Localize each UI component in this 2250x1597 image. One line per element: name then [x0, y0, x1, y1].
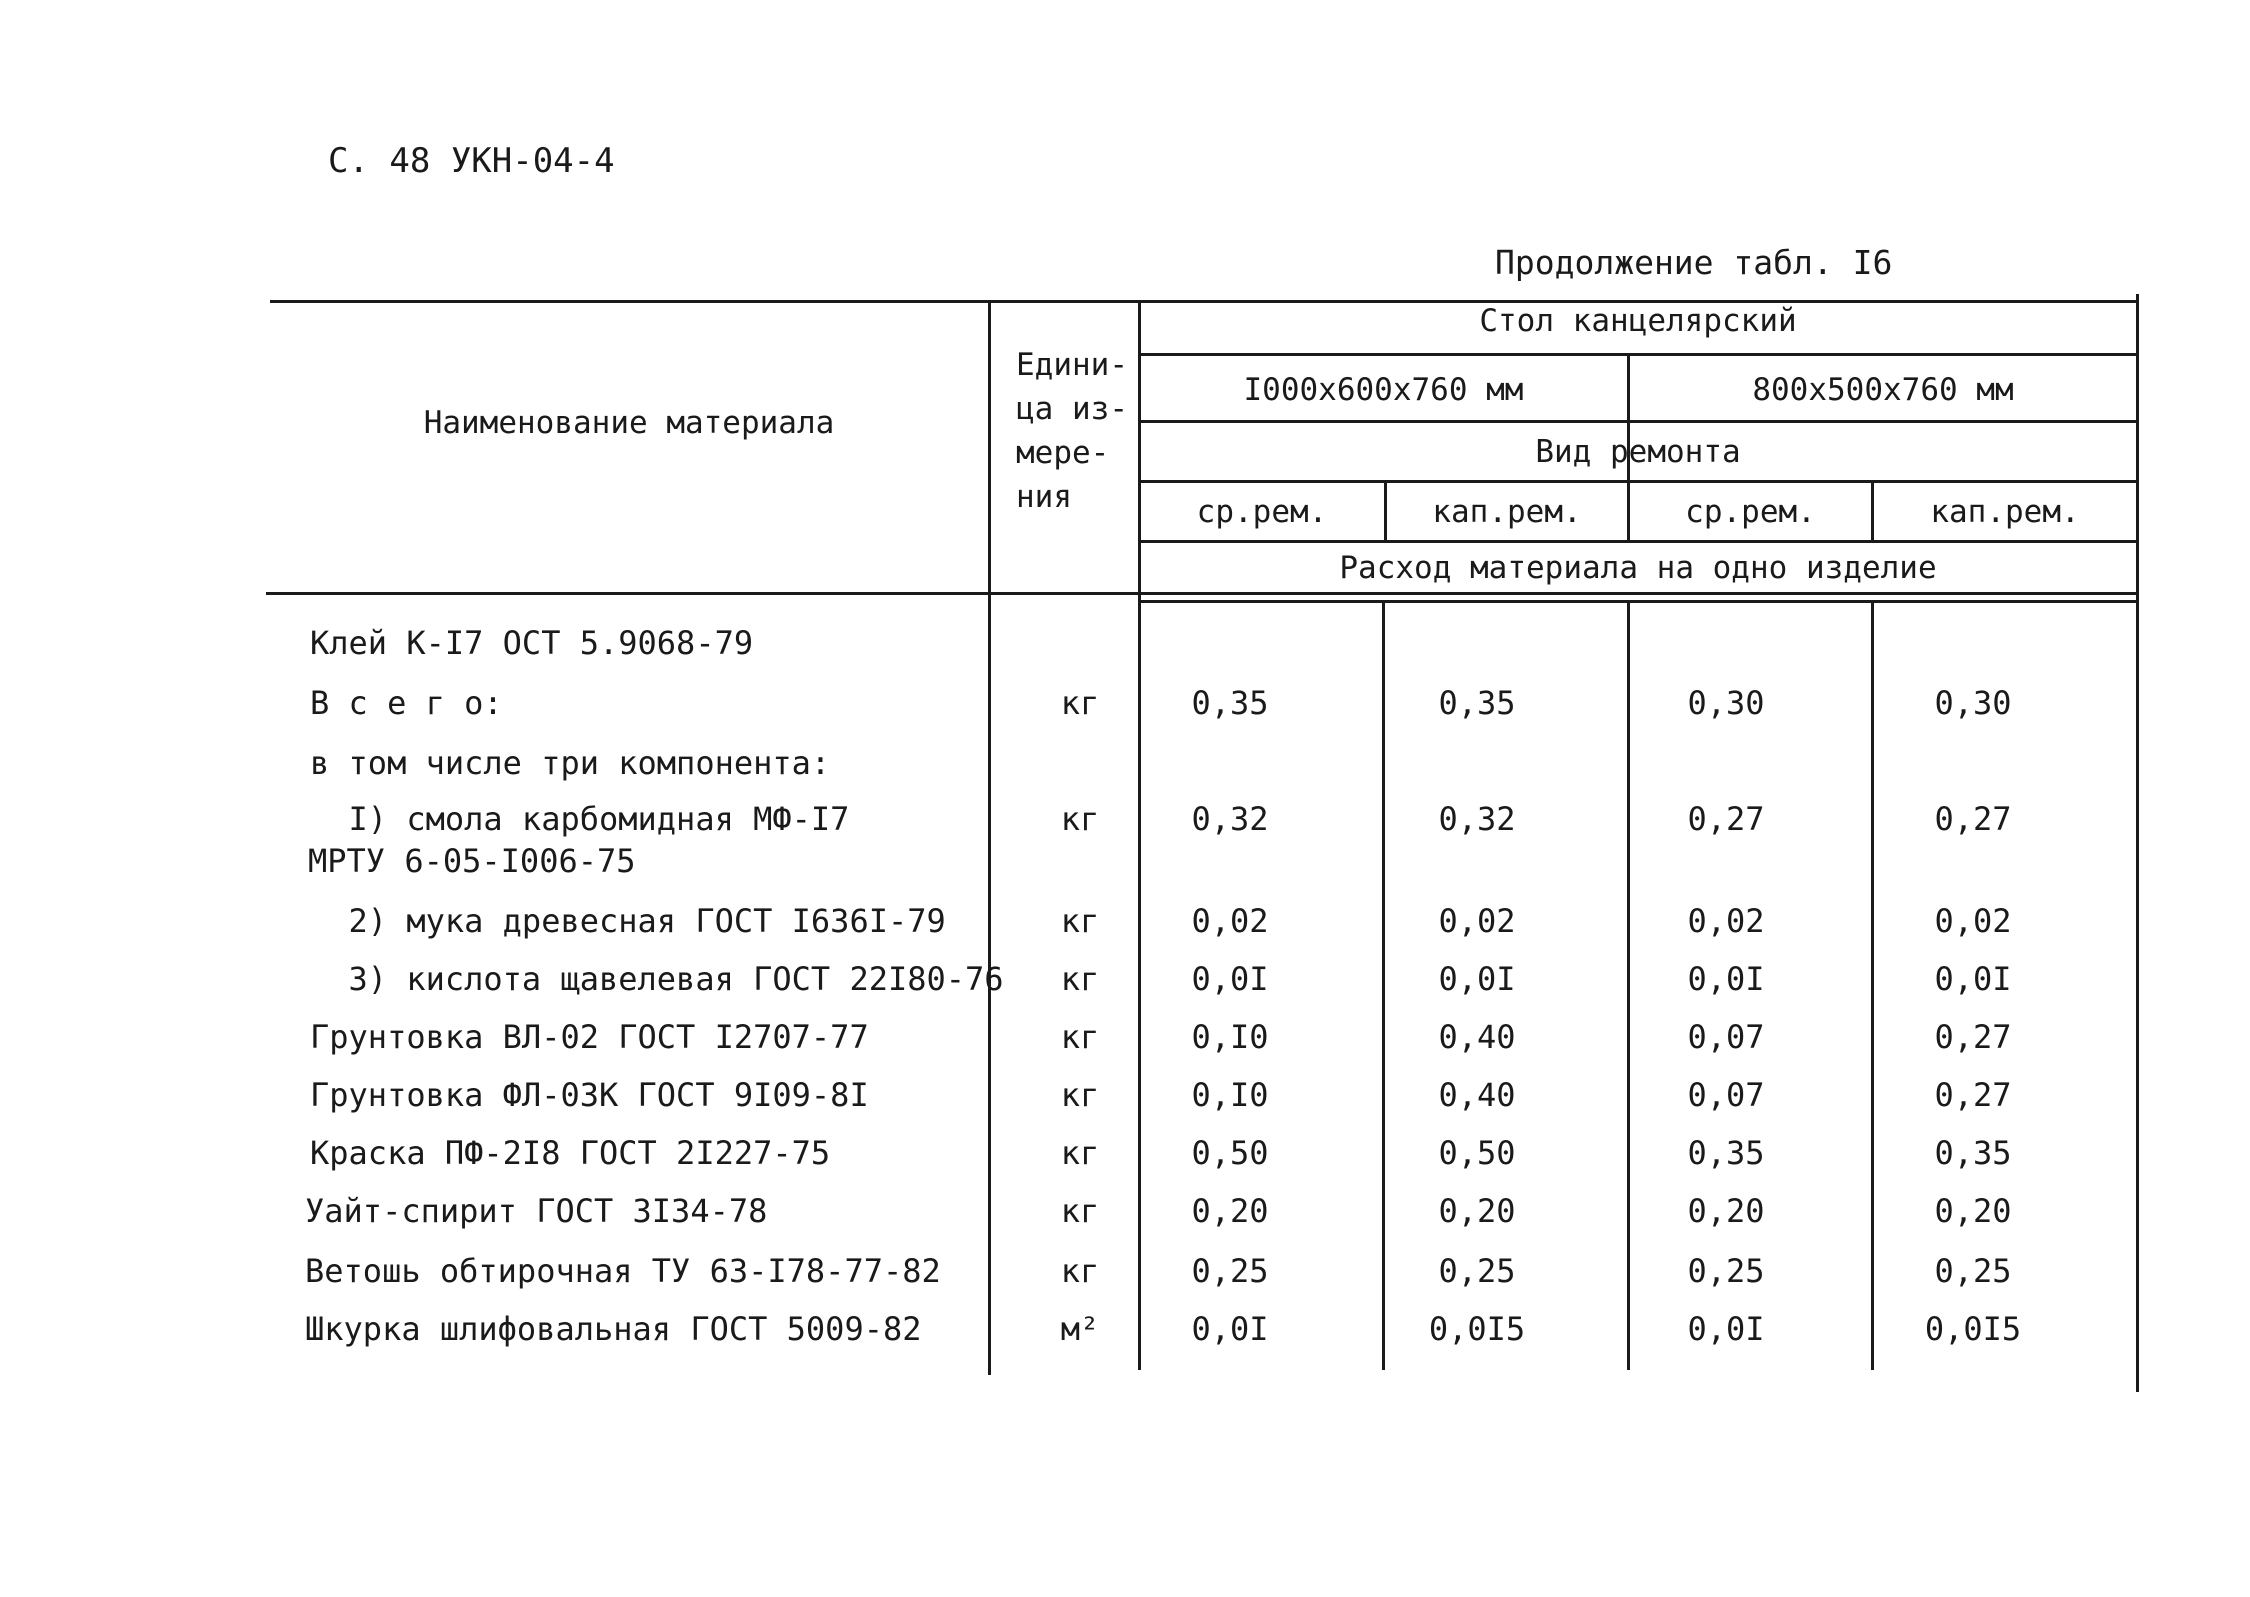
unit: кг	[1060, 1252, 1100, 1290]
value-cell: 0,27	[1687, 800, 1765, 838]
table-row	[0, 624, 2250, 664]
material-name: I) смола карбомидная МФ-I7	[310, 800, 850, 838]
group-header-office-desk: Стол канцелярский	[1479, 303, 1797, 339]
value-cell: 0,35	[1687, 1134, 1765, 1172]
material-name: Грунтовка ВЛ-02 ГОСТ I2707-77	[310, 1018, 869, 1056]
unit: кг	[1060, 1134, 1100, 1172]
value-cell: 0,0I5	[1428, 1310, 1526, 1348]
unit: м²	[1060, 1310, 1100, 1348]
unit: кг	[1060, 1018, 1100, 1056]
material-name: Уайт-спирит ГОСТ 3I34-78	[305, 1192, 768, 1230]
value-cell: 0,25	[1438, 1252, 1516, 1290]
table-row	[0, 800, 2250, 884]
table-row	[0, 1310, 2250, 1350]
page-header: С. 48 УКН-04-4	[328, 141, 615, 181]
value-cell: 0,0I	[1687, 1310, 1765, 1348]
value-cell: 0,25	[1687, 1252, 1765, 1290]
unit: кг	[1060, 684, 1100, 722]
value-cell: 0,0I	[1191, 960, 1269, 998]
value-cell: 0,0I	[1687, 960, 1765, 998]
consumption-header: Расход материала на одно изделие	[1339, 550, 1937, 586]
unit-header-line: мере-	[1016, 435, 1110, 471]
value-cell: 0,20	[1934, 1192, 2012, 1230]
value-cell: 0,27	[1934, 800, 2012, 838]
column-header-material-name: Наименование материала	[423, 405, 835, 441]
unit: кг	[1060, 800, 1100, 838]
value-cell: 0,02	[1191, 902, 1269, 940]
value-cell: 0,20	[1191, 1192, 1269, 1230]
value-cell: 0,0I	[1191, 1310, 1269, 1348]
value-cell: 0,30	[1934, 684, 2012, 722]
value-cell: 0,30	[1687, 684, 1765, 722]
value-cell: 0,35	[1438, 684, 1516, 722]
table-row	[0, 1192, 2250, 1232]
material-name: в том числе три компонента:	[310, 744, 831, 782]
value-cell: 0,40	[1438, 1018, 1516, 1056]
material-name: Клей К-I7 ОСТ 5.9068-79	[310, 624, 754, 662]
material-name: Ветошь обтирочная ТУ 63-I78-77-82	[305, 1252, 941, 1290]
value-cell: 0,02	[1687, 902, 1765, 940]
value-cell: 0,32	[1438, 800, 1516, 838]
unit-header-line: Едини-	[1016, 347, 1128, 383]
value-cell: 0,27	[1934, 1018, 2012, 1056]
unit: кг	[1060, 1076, 1100, 1114]
unit-header-line: ца из-	[1016, 391, 1128, 427]
unit: кг	[1060, 1192, 1100, 1230]
size-header-1: I000x600x760 мм	[1243, 372, 1524, 408]
repair-type-4: кап.рем.	[1930, 494, 2080, 530]
repair-type-header: Вид ремонта	[1535, 434, 1741, 470]
value-cell: 0,02	[1438, 902, 1516, 940]
table-row	[0, 684, 2250, 724]
size-header-2: 800x500x760 мм	[1752, 372, 2014, 408]
value-cell: 0,32	[1191, 800, 1269, 838]
value-cell: 0,40	[1438, 1076, 1516, 1114]
value-cell: 0,0I	[1438, 960, 1516, 998]
value-cell: 0,I0	[1191, 1018, 1269, 1056]
table-row	[0, 1134, 2250, 1174]
value-cell: 0,02	[1934, 902, 2012, 940]
unit-header-line: ния	[1016, 479, 1072, 515]
value-cell: 0,07	[1687, 1018, 1765, 1056]
value-cell: 0,07	[1687, 1076, 1765, 1114]
table-row	[0, 902, 2250, 942]
material-name: Краска ПФ-2I8 ГОСТ 2I227-75	[310, 1134, 831, 1172]
material-name-continued: МРТУ 6-05-I006-75	[308, 842, 636, 880]
material-name: 2) мука древесная ГОСТ I636I-79	[310, 902, 946, 940]
repair-type-3: ср.рем.	[1685, 494, 1816, 530]
value-cell: 0,35	[1191, 684, 1269, 722]
unit: кг	[1060, 960, 1100, 998]
value-cell: 0,50	[1191, 1134, 1269, 1172]
value-cell: 0,35	[1934, 1134, 2012, 1172]
value-cell: 0,20	[1438, 1192, 1516, 1230]
value-cell: 0,27	[1934, 1076, 2012, 1114]
table-continuation-label: Продолжение табл. I6	[1495, 243, 1893, 282]
material-name: Грунтовка ФЛ-03К ГОСТ 9I09-8I	[310, 1076, 869, 1114]
table-row	[0, 1018, 2250, 1058]
value-cell: 0,25	[1191, 1252, 1269, 1290]
value-cell: 0,0I	[1934, 960, 2012, 998]
value-cell: 0,50	[1438, 1134, 1516, 1172]
value-cell: 0,25	[1934, 1252, 2012, 1290]
unit: кг	[1060, 902, 1100, 940]
value-cell: 0,I0	[1191, 1076, 1269, 1114]
material-name: В с е г о:	[310, 684, 503, 722]
table-row	[0, 1076, 2250, 1116]
material-name: Шкурка шлифовальная ГОСТ 5009-82	[305, 1310, 922, 1348]
repair-type-2: кап.рем.	[1432, 494, 1582, 530]
value-cell: 0,20	[1687, 1192, 1765, 1230]
material-name: 3) кислота щавелевая ГОСТ 22I80-76	[310, 960, 1004, 998]
table-row	[0, 1252, 2250, 1292]
value-cell: 0,0I5	[1924, 1310, 2022, 1348]
table-row	[0, 744, 2250, 784]
table-row	[0, 960, 2250, 1000]
repair-type-1: ср.рем.	[1196, 494, 1328, 530]
